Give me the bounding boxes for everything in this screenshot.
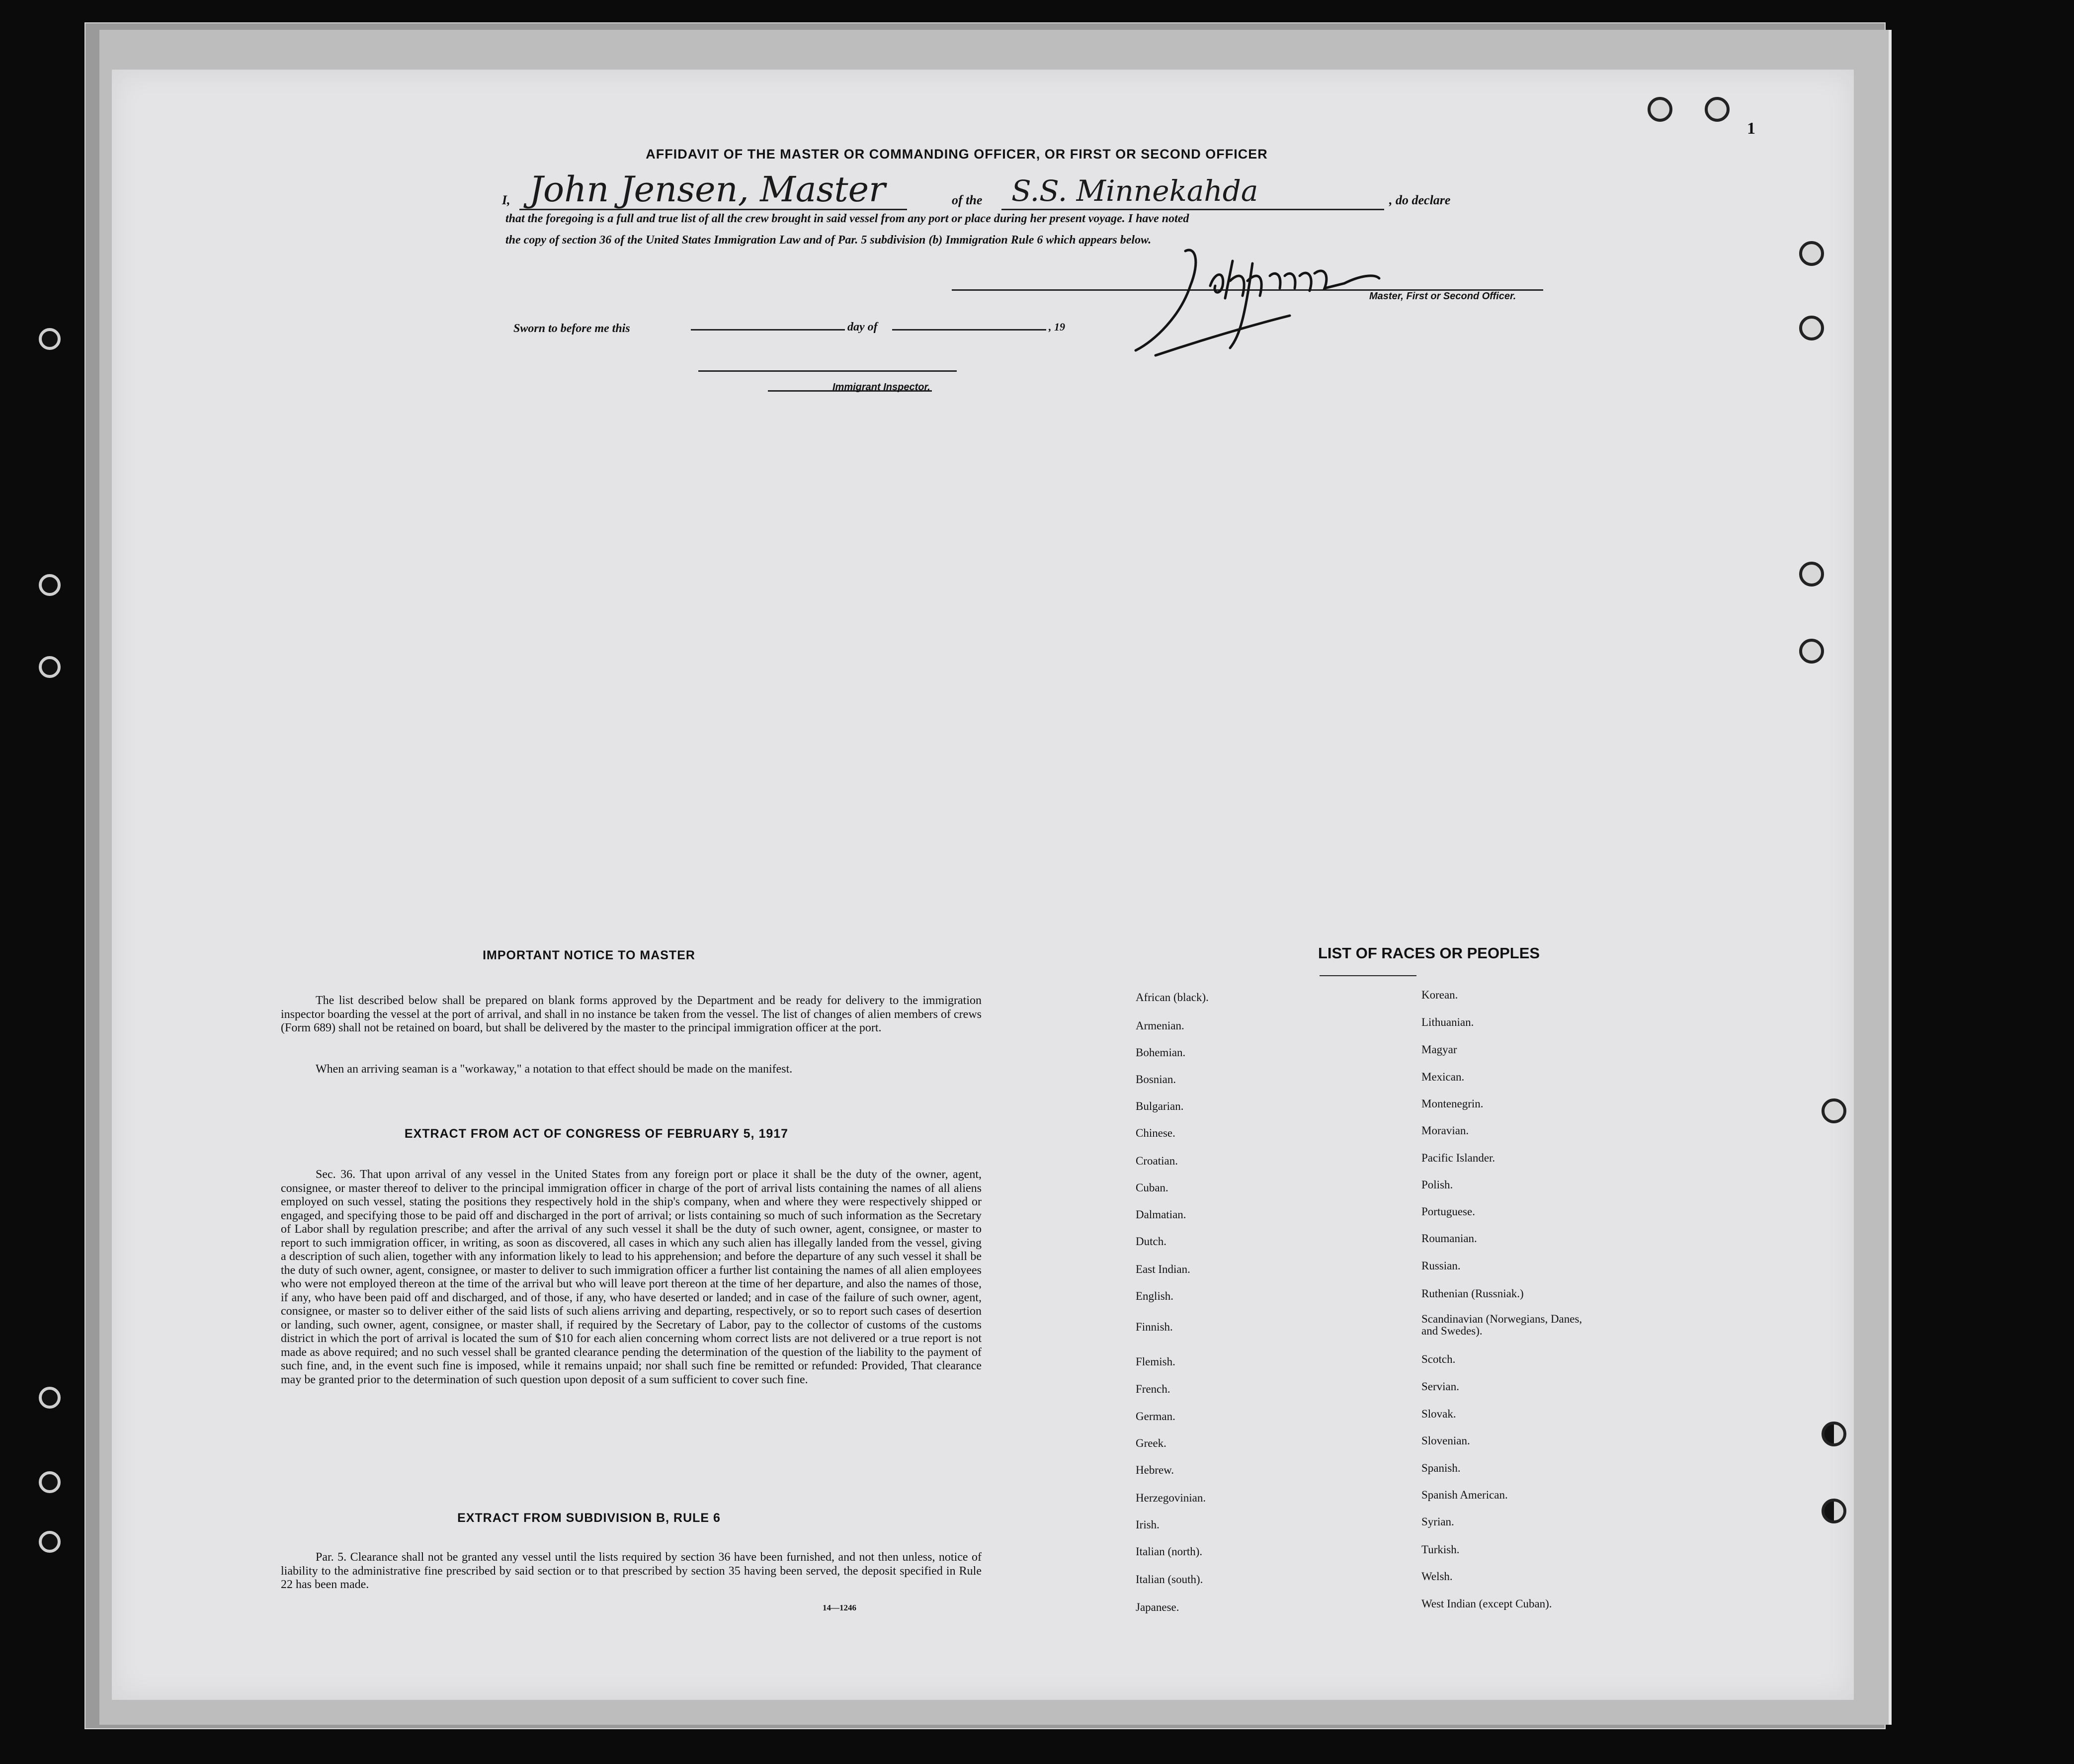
race-item-right: Montenegrin. [1421,1097,1484,1110]
race-item-left: Croatian. [1136,1155,1178,1167]
affidavit-line-2: that the foregoing is a full and true list of all the crew brought in said vessel from any port or place during her present voyage. I have noted [505,212,1189,225]
race-item-right: Pacific Islander. [1421,1152,1495,1164]
race-item-right: Servian. [1421,1380,1460,1393]
day-of-label: day of [847,321,878,334]
race-item-right: Polish. [1421,1178,1453,1191]
notice-title: IMPORTANT NOTICE TO MASTER [483,948,695,962]
race-item-right: Slovak. [1421,1408,1456,1420]
form-number: 14—1246 [823,1603,856,1612]
race-item-right: Scotch. [1421,1353,1456,1365]
race-item-left: Flemish. [1136,1355,1175,1368]
inspector-line-1 [698,370,957,372]
race-item-right: Scandinavian (Norwegians, Danes, and Swedes). [1421,1313,1582,1337]
race-item-right: Portuguese. [1421,1205,1475,1218]
race-item-right: Turkish. [1421,1543,1460,1556]
race-item-right: Magyar [1421,1043,1457,1056]
race-item-left: Hebrew. [1136,1464,1174,1476]
punch-hole [1799,316,1824,340]
sworn-day-line [691,329,845,331]
year-prefix: , 19 [1049,321,1065,333]
race-item-right: Syrian. [1421,1515,1454,1528]
race-item-left: Herzegovinian. [1136,1492,1206,1504]
race-item-left: Italian (south). [1136,1573,1203,1586]
race-item-right: Lithuanian. [1421,1016,1474,1028]
races-title: LIST OF RACES OR PEOPLES [1318,944,1540,962]
race-item-left: African (black). [1136,991,1209,1004]
binder-hole [39,656,61,678]
race-item-right: Moravian. [1421,1124,1469,1137]
race-item-left: Japanese. [1136,1601,1179,1613]
affidavit-prefix: I, [502,193,510,207]
race-item-right: Slovenian. [1421,1434,1470,1447]
race-item-left: Chinese. [1136,1127,1175,1139]
race-item-left: German. [1136,1410,1175,1423]
rule-paragraph: Par. 5. Clearance shall not be granted any vessel until the lists required by section 36 have been furnished, and not then unless, notice of liability to the administrative fine prescribed by said section or to that prescribed by section 35 having been served, the deposit specified in Rule 22 has been made. [281,1551,982,1591]
punch-hole [1822,1422,1846,1446]
race-item-left: Bulgarian. [1136,1100,1184,1112]
race-item-left: Bohemian. [1136,1046,1186,1059]
race-item-right: Roumanian. [1421,1232,1477,1245]
binder-hole [39,328,61,350]
race-item-left: Greek. [1136,1437,1166,1449]
race-item-left: Dalmatian. [1136,1208,1186,1221]
officer-label: Master, First or Second Officer. [1369,291,1516,302]
punch-hole [1705,97,1730,122]
vessel-name-handwritten: S.S. Minnekahda [1011,174,1258,208]
act-section-36: Sec. 36. That upon arrival of any vessel in the United States from any foreign port or place it shall be the duty of the owner, agent, consignee, or master thereof to deliver to the principal immigration officer in charge of the port of arrival lists containing the names of all aliens employed on such vessel, stating the positions they respectively hold in the ship's company, when and where they were respectively shipped or engaged, and specifying those to be paid off and discharged in the port of arrival; or lists containing so much of such information as the Secretary of Labor shall by regulation prescribe; and after the arrival of any such vessel it shall be the duty of such owner, agent, consignee, or master to report to such immigration officer, in writing, as soon as discovered, all cases in which any such alien has illegally landed from the vessel, giving a description of such alien, together with any information likely to lead to his apprehension; and before the departure of any such vessel it shall be the duty of such owner, agent, consignee, or master to deliver to such immigration officer a further list containing the names of all alien employees who were not employed thereon at the time of the arrival but who will leave port thereon at the time of her departure, and also the names of those, if any, who have been paid off and discharged, and of those, if any, who have deserted or landed; and in case of the failure of such owner, agent, consignee, or master so to deliver either of the said lists of such aliens arriving and departing, respectively, or so to report such cases of desertion or landing, such owner, agent, consignee, or master shall, if required by the Secretary of Labor, pay to the collector of customs of the customs district in which the port of arrival is located the sum of $10 for each alien concerning whom correct lists are not delivered or a true report is not made as above required; and no such vessel shall be granted clearance pending the determination of the question of the liability to the payment of such fine, and, in the event such fine is imposed, while it remains unpaid; nor shall such fine be remitted or refunded: Provided, That clearance may be granted prior to the determination of such question upon deposit of a sum sufficient to cover such fine. [281,1168,982,1386]
race-item-left: English. [1136,1290,1174,1302]
manifest-page [112,70,1854,1700]
race-item-right: Spanish American. [1421,1489,1508,1501]
race-item-left: Armenian. [1136,1019,1184,1032]
sworn-month-line [892,329,1046,331]
notice-paragraph-1: The list described below shall be prepared on blank forms approved by the Department and be ready for delivery to the immigration inspector boarding the vessel at the port of arrival, and shall in no instance be taken from the vessel. The list of changes of alien members of crews (Form 689) shall not be retained on board, but shall be delivered by the master to the principal immigration officer at the port. [281,994,982,1034]
binder-hole [39,1387,61,1409]
affidavit-line-3: the copy of section 36 of the United States Immigration Law and of Par. 5 subdivision (b) Immigration Rule 6 which appears below. [505,234,1152,247]
race-item-left: Dutch. [1136,1235,1166,1248]
punch-hole [1822,1499,1846,1523]
race-item-right: Ruthenian (Russniak.) [1421,1287,1524,1300]
race-item-right: Spanish. [1421,1462,1461,1474]
binder-hole [39,574,61,596]
sworn-prefix: Sworn to before me this [513,322,630,335]
punch-hole [1799,639,1824,664]
corner-mark: 1 [1747,119,1755,138]
race-item-left: East Indian. [1136,1263,1190,1275]
affidavit-title: AFFIDAVIT OF THE MASTER OR COMMANDING OFFICER, OR FIRST OR SECOND OFFICER [646,147,1268,162]
race-item-left: French. [1136,1383,1170,1395]
officer-signature [1126,241,1384,370]
do-declare-label: , do declare [1389,193,1451,207]
inspector-label: Immigrant Inspector. [832,382,930,393]
races-title-underline [1320,975,1416,976]
punch-hole [1648,97,1672,122]
of-the-label: of the [952,193,983,207]
race-item-left: Bosnian. [1136,1073,1176,1086]
punch-hole [1799,562,1824,587]
race-item-right: Welsh. [1421,1570,1453,1583]
rule-title: EXTRACT FROM SUBDIVISION B, RULE 6 [457,1511,721,1525]
race-item-right: Russian. [1421,1260,1461,1272]
race-item-right: Korean. [1421,989,1458,1001]
master-name-handwritten: John Jensen, Master [529,169,886,210]
binder-hole [39,1471,61,1493]
act-title: EXTRACT FROM ACT OF CONGRESS OF FEBRUARY 5, 1917 [404,1127,789,1141]
vessel-line [1001,209,1384,210]
race-item-left: Finnish. [1136,1321,1173,1333]
race-item-right: West Indian (except Cuban). [1421,1597,1552,1610]
race-item-left: Cuban. [1136,1181,1168,1194]
race-item-left: Irish. [1136,1518,1160,1531]
binder-hole [39,1531,61,1553]
punch-hole [1799,241,1824,266]
notice-paragraph-2: When an arriving seaman is a "workaway," a notation to that effect should be made on the manifest. [316,1063,793,1076]
punch-hole [1822,1098,1846,1123]
race-item-left: Italian (north). [1136,1545,1203,1558]
race-item-right: Mexican. [1421,1071,1465,1083]
